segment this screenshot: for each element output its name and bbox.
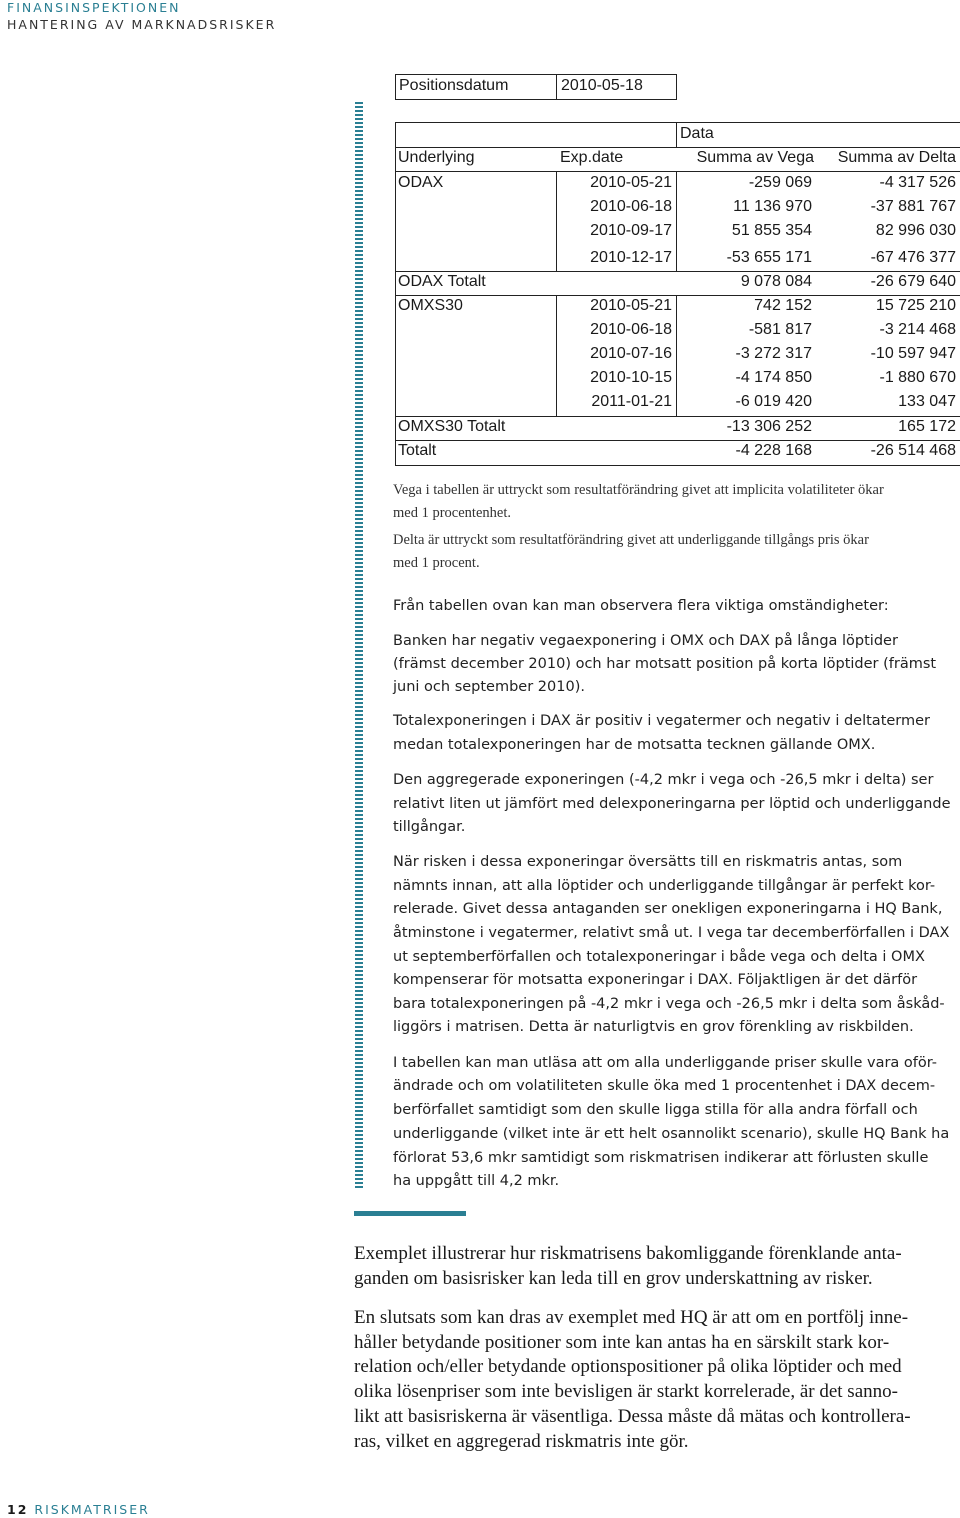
body-line: (främst december 2010) och har motsatt position på korta löptider (främst xyxy=(393,656,937,672)
row-expdate: 2011-01-21 xyxy=(591,393,672,410)
publisher-name: FINANSINSPEKTIONEN xyxy=(7,0,181,15)
row-underlying: ODAX Totalt xyxy=(398,273,486,290)
row-expdate: 2010-06-18 xyxy=(590,321,672,338)
row-delta: -37 881 767 xyxy=(870,198,956,215)
body-line: ut septemberförfallen och totalexponeringar i både vega och delta i OMX xyxy=(393,949,925,965)
row-vega: 9 078 084 xyxy=(740,273,812,290)
summary-line: likt att basisriskerna är väsentliga. Dessa måste då mätas och kontrollera- xyxy=(354,1406,911,1427)
row-vega: -4 228 168 xyxy=(735,442,812,459)
body-line: bara totalexponeringen på -4,2 mkr i vega och -26,5 mkr i delta som åskåd- xyxy=(393,996,945,1012)
data-header: Data xyxy=(680,125,714,142)
section-divider xyxy=(354,1211,466,1216)
row-underlying: OMXS30 xyxy=(398,297,463,314)
body-line: relerade. Givet dessa antaganden ser onekligen exponeringarna i HQ Bank, xyxy=(393,901,943,917)
row-delta: 82 996 030 xyxy=(875,222,956,239)
position-date-label: Positionsdatum xyxy=(399,77,509,94)
row-delta: -3 214 468 xyxy=(879,321,956,338)
row-delta: -26 514 468 xyxy=(870,442,956,459)
body-line: Den aggregerade exponeringen (-4,2 mkr i vega och -26,5 mkr i delta) ser xyxy=(393,772,934,788)
row-vega: 11 136 970 xyxy=(733,198,812,215)
row-vega: -4 174 850 xyxy=(735,369,812,386)
body-line: tillgångar. xyxy=(393,819,466,835)
row-vega: 51 855 354 xyxy=(731,222,812,239)
row-delta: 165 172 xyxy=(898,418,956,435)
row-vega: -259 069 xyxy=(748,174,812,191)
row-vega: -3 272 317 xyxy=(735,345,812,362)
body-line: Totalexponeringen i DAX är positiv i vegatermer och negativ i deltatermer xyxy=(393,713,931,729)
body-line: ha uppgått till 4,2 mkr. xyxy=(393,1173,560,1189)
col-expdate-header: Exp.date xyxy=(560,149,624,166)
row-delta: -67 476 377 xyxy=(870,249,956,266)
row-vega: -13 306 252 xyxy=(726,418,812,435)
body-line: åtminstone i vegatermer, relativt små ut. I vega tar decemberförfallen i DAX xyxy=(393,925,950,941)
body-line: Från tabellen ovan kan man observera flera viktiga omständigheter: xyxy=(393,598,889,614)
position-date-value: 2010-05-18 xyxy=(561,77,643,94)
body-line: I tabellen kan man utläsa att om alla underliggande priser skulle vara oför- xyxy=(393,1055,938,1071)
summary-line: olika lösenpriser som inte bevisligen är starkt korrelerade, är det sanno- xyxy=(354,1381,898,1402)
body-line: nämnts innan, att alla löptider och underliggande tillgångar är perfekt kor- xyxy=(393,878,936,894)
row-expdate: 2010-12-17 xyxy=(590,249,672,266)
delta-note-line1: Delta är uttryckt som resultatförändring givet att underliggande tillgångs pris ökar xyxy=(393,532,869,548)
summary-line: Exemplet illustrerar hur riskmatrisens bakomliggande förenklande anta- xyxy=(354,1243,902,1264)
row-vega: -6 019 420 xyxy=(735,393,812,410)
page-number: 12 xyxy=(7,1502,29,1517)
col-delta-header: Summa av Delta xyxy=(837,149,956,166)
row-delta: -1 880 670 xyxy=(879,369,956,386)
summary-line: ras, vilket en aggregerad riskmatris inte gör. xyxy=(354,1431,689,1452)
row-expdate: 2010-07-16 xyxy=(590,345,672,362)
body-line: När risken i dessa exponeringar översätts till en riskmatris antas, som xyxy=(393,854,903,870)
summary-line: håller betydande positioner som inte kan antas ha en särskilt stark kor- xyxy=(354,1332,890,1353)
delta-note-line2: med 1 procent. xyxy=(393,555,480,571)
row-vega: -581 817 xyxy=(748,321,812,338)
row-delta: -4 317 526 xyxy=(879,174,956,191)
row-underlying: OMXS30 Totalt xyxy=(398,418,506,435)
col-vega-header: Summa av Vega xyxy=(696,149,814,166)
row-underlying: Totalt xyxy=(398,442,437,459)
row-expdate: 2010-09-17 xyxy=(590,222,672,239)
row-vega: 742 152 xyxy=(754,297,812,314)
row-delta: -10 597 947 xyxy=(870,345,956,362)
body-line: juni och september 2010). xyxy=(393,679,585,695)
exposure-table xyxy=(395,122,960,466)
body-line: underliggande (vilket inte är ett helt osannolikt scenario), skulle HQ Bank ha xyxy=(393,1126,950,1142)
row-delta: -26 679 640 xyxy=(870,273,956,290)
row-delta: 15 725 210 xyxy=(875,297,956,314)
body-line: medan totalexponeringen har de motsatta tecknen gällande OMX. xyxy=(393,737,876,753)
row-expdate: 2010-05-21 xyxy=(590,297,672,314)
vega-note-line2: med 1 procentenhet. xyxy=(393,505,511,521)
page-footer xyxy=(7,1502,150,1517)
row-underlying: ODAX xyxy=(398,174,444,191)
col-underlying-header: Underlying xyxy=(398,149,475,166)
row-expdate: 2010-10-15 xyxy=(590,369,672,386)
body-line: relativt liten ut jämfört med delexponeringarna per löptid och underliggande xyxy=(393,796,951,812)
body-line: liggörs i matrisen. Detta är naturligtvis en grov förenkling av riskbilden. xyxy=(393,1019,914,1035)
position-date-box xyxy=(395,74,677,100)
body-line: berförfallet samtidigt som den skulle ligga stilla för alla andra förfall och xyxy=(393,1102,918,1118)
body-line: Banken har negativ vegaexponering i OMX och DAX på långa löptider xyxy=(393,633,898,649)
row-expdate: 2010-05-21 xyxy=(590,174,672,191)
summary-line: ganden om basisrisker kan leda till en grov underskattning av risker. xyxy=(354,1268,873,1289)
row-delta: 133 047 xyxy=(898,393,956,410)
body-line: ändrade och om volatiliteten skulle öka med 1 procentenhet i DAX decem- xyxy=(393,1078,936,1094)
body-line: förlorat 53,6 mkr samtidigt som riskmatrisen indikerar att förlusten skulle xyxy=(393,1150,929,1166)
row-vega: -53 655 171 xyxy=(726,249,812,266)
summary-line: relation och/eller betydande optionspositioner på olika löptider och med xyxy=(354,1356,902,1377)
vega-note-line1: Vega i tabellen är uttryckt som resultatförändring givet att implicita volatiliteter ökar xyxy=(393,482,884,498)
document-title: HANTERING AV MARKNADSRISKER xyxy=(7,17,277,32)
summary-line: En slutsats som kan dras av exemplet med HQ är att om en portfölj inne- xyxy=(354,1307,909,1328)
row-expdate: 2010-06-18 xyxy=(590,198,672,215)
decorative-stripe xyxy=(355,102,363,1188)
body-line: kompenserar för motsatta exponeringar i DAX. Följaktligen är det därför xyxy=(393,972,918,988)
footer-title: RISKMATRISER xyxy=(34,1502,150,1517)
